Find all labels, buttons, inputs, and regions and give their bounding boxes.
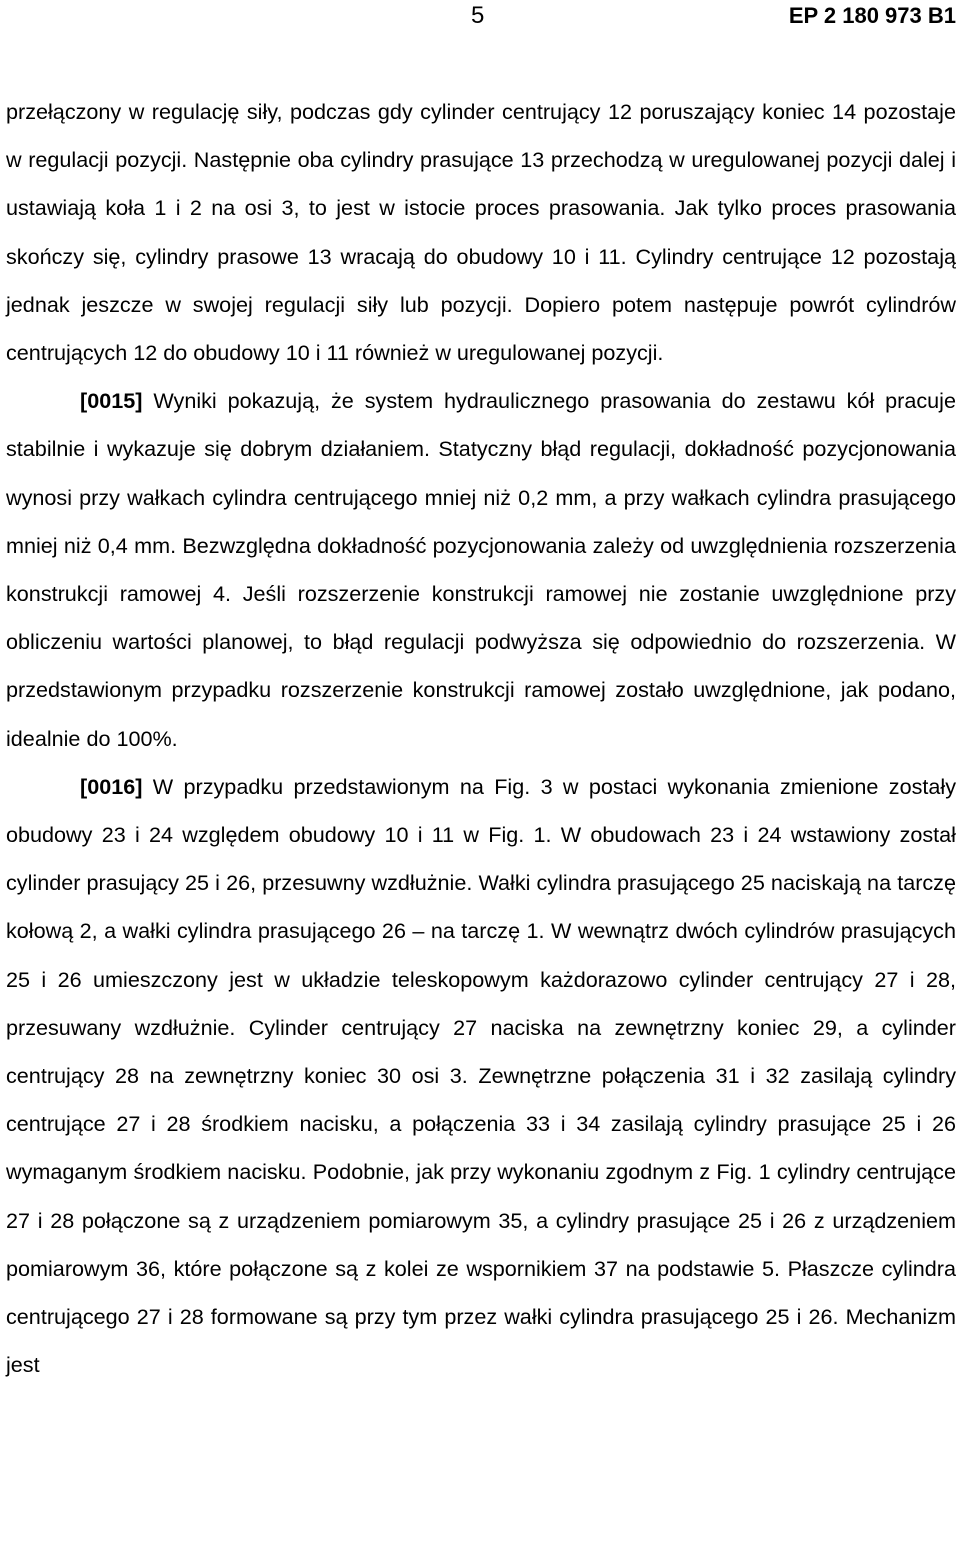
page-number: 5 — [471, 2, 485, 29]
paragraph-text: Wyniki pokazują, że system hydraulicznego prasowania do zestawu kół pracuje stabilnie i wykazuje się dobrym działaniem. Statyczny błąd regulacji, dokładność pozycjonowania wynosi przy wałkach cylindra centrującego mniej niż 0,2 mm, a przy wałkach cylindra prasującego mniej niż 0,4 mm. Bezwzględna dokładność pozycjonowania zależy od uwzględnienia rozszerzenia konstrukcji ramowej 4. Jeśli rozszerzenie konstrukcji ramowej nie zostanie uwzględnione przy obliczeniu wartości planowej, to błąd regulacji podwyższa się odpowiednio do rozszerzenia. W przedstawionym przypadku rozszerzenie konstrukcji ramowej zostało uwzględnione, jak podano, idealnie do 100%. — [6, 388, 956, 751]
paragraph-0016 — [6, 763, 956, 1390]
page-header — [0, 0, 960, 40]
page-body — [6, 88, 956, 1389]
paragraph-number: [0015] — [80, 388, 143, 414]
document-id: EP 2 180 973 B1 — [788, 3, 956, 28]
paragraph-text: W przypadku przedstawionym na Fig. 3 w postaci wykonania zmienione zostały obudowy 23 i 24 względem obudowy 10 i 11 w Fig. 1. W obudowach 23 i 24 wstawiony został cylinder prasujący 25 i 26, przesuwny wzdłużnie. Wałki cylindra prasującego 25 naciskają na tarczę kołową 2, a wałki cylindra prasującego 26 – na tarczę 1. W wewnątrz dwóch cylindrów prasujących 25 i 26 umieszczony jest w układzie teleskopowym każdorazowo cylinder centrujący 27 i 28, przesuwany wzdłużnie. Cylinder centrujący 27 naciska na zewnętrzny koniec 29, a cylinder centrujący 28 na zewnętrzny koniec 30 osi 3. Zewnętrzne połączenia 31 i 32 zasilają cylindry centrujące 27 i 28 środkiem nacisku, a połączenia 33 i 34 zasilają cylindry prasujące 25 i 26 wymaganym środkiem nacisku. Podobnie, jak przy wykonaniu zgodnym z Fig. 1 cylindry centrujące 27 i 28 połączone są z urządzeniem pomiarowym 35, a cylindry prasujące 25 i 26 z urządzeniem pomiarowym 36, które połączone są z kolei ze wspornikiem 37 na podstawie 5. Płaszcze cylindra centrującego 27 i 28 formowane są przy tym przez wałki cylindra prasującego 25 i 26. Mechanizm jest — [6, 773, 957, 1378]
paragraph-0015 — [6, 377, 956, 763]
continuation-paragraph: przełączony w regulację siły, podczas gdy cylinder centrujący 12 poruszający koniec 14 pozostaje w regulacji pozycji. Następnie oba cylindry prasujące 13 przechodzą w uregulowanej pozycji dalej i ustawiają koła 1 i 2 na osi 3, to jest w istocie proces prasowania. Jak tylko proces prasowania skończy się, cylindry prasowe 13 wracają do obudowy 10 i 11. Cylindry centrujące 12 pozostają jednak jeszcze w swojej regulacji siły lub pozycji. Dopiero potem następuje powrót cylindrów centrujących 12 do obudowy 10 i 11 również w uregulowanej pozycji. — [6, 99, 956, 366]
paragraph-number: [0016] — [80, 773, 143, 799]
